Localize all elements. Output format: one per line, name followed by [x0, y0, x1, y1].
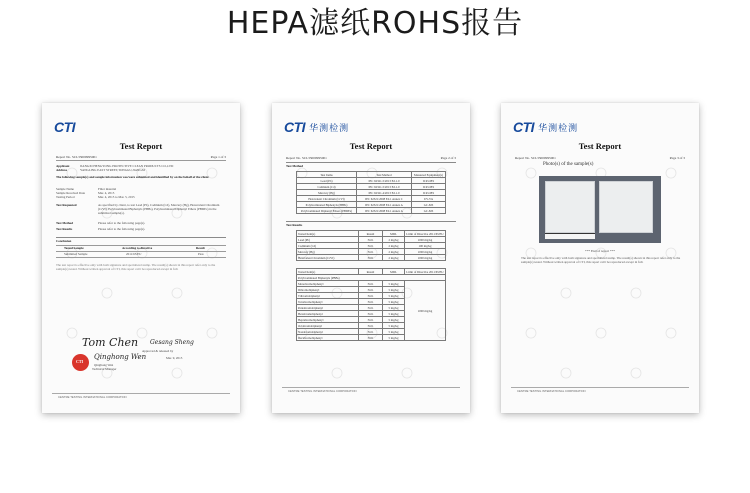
pbb-group-label: Polybrominated Biphenyls (PBBs) — [297, 275, 446, 281]
footer-company: CENTRE TESTING INTERNATIONAL CORPORATION — [517, 389, 586, 393]
conclusion-label: Conclusion — [56, 239, 72, 243]
section-bar — [286, 162, 456, 163]
method-label: Test Method — [56, 221, 73, 225]
photo-caption: Photo(s) of the sample(s) — [543, 162, 594, 167]
conclusion-header: Tested Sample — [64, 246, 84, 250]
cti-logo-cn: 华测检测 — [538, 123, 579, 134]
cti-logo-mark: CTI — [54, 119, 76, 135]
table-header: MDL — [383, 231, 405, 237]
pbb-limit: 1000 mg/kg — [405, 281, 446, 341]
filter-sample-1 — [545, 181, 595, 233]
address-value: YANGLING EAST STREET,TONGGU,JIANGXI — [80, 168, 145, 172]
conclusion-header: Result — [196, 246, 205, 250]
signer-name: Qinghong Wen — [94, 363, 114, 367]
report-number-line: Report No. SCL35000995001 Page 3 of 3 — [515, 156, 685, 160]
table-row: Lead (Pb) IEC 62321-5:2013 Ed.1.0 ICP-OES — [297, 178, 446, 184]
table-row: Decabromobiphenyl N.D. 5 mg/kg — [297, 335, 446, 341]
cti-logo-mark: CTI — [284, 119, 306, 135]
table-header: Tested Item(s) — [297, 269, 359, 275]
cti-logo — [54, 120, 75, 134]
report-page-1 — [42, 103, 240, 413]
report-title: Test Report — [119, 141, 163, 151]
table-header: Test Items — [297, 172, 357, 178]
address-label: Address — [56, 168, 68, 172]
sample-photo — [539, 176, 661, 243]
conclusion-cell: Pass — [198, 252, 204, 256]
testing-value: Mar. 4, 2015 to Mar. 5, 2015 — [98, 195, 135, 199]
cti-logo-cn: 华测检测 — [309, 123, 350, 134]
approved-label: Approved & released by — [142, 349, 174, 353]
results-label: Test Results — [56, 227, 73, 231]
table-row: Cadmium (Cd) N.D. 2 mg/kg 100 mg/kg — [297, 243, 446, 249]
signature-3: Gesang Sheng — [150, 339, 194, 346]
conclusion-header: According to directive — [122, 246, 153, 250]
cti-logo — [513, 120, 578, 134]
table-row: Hexavalent Chromium (CrVI) N.D. 2 mg/kg 1000 mg/kg — [297, 255, 446, 261]
report-page-3 — [501, 103, 699, 413]
divider — [56, 257, 226, 258]
report-footer — [52, 393, 230, 403]
signature-1: Tom Chen — [82, 336, 139, 349]
table-header: Measured Equipment(s) — [412, 172, 446, 178]
table-row: Hexabromobiphenyl N.D. 5 mg/kg — [297, 311, 446, 317]
method-heading: Test Method — [286, 164, 303, 168]
applicant-label: Applicant — [56, 164, 70, 168]
conclusion-cell: 2011/65/EU — [126, 252, 142, 256]
conclusion-cell: Submitted Sample — [64, 252, 88, 256]
applicant-value: JIANGXI HENGYONG PROTECTIVE CLEAN PRODUCTS CO.,LTD — [80, 164, 174, 168]
filter-sample-2 — [599, 181, 653, 233]
report-title: Test Report — [578, 141, 622, 151]
table-header: Test Method — [357, 172, 412, 178]
table-row: Nonabromobiphenyl N.D. 5 mg/kg — [297, 329, 446, 335]
received-value: Mar. 4, 2015 — [98, 191, 115, 195]
table-row: Tribromobiphenyl N.D. 5 mg/kg — [297, 293, 446, 299]
results-value: Please refer to the following page(s). — [98, 227, 146, 231]
table-row: Dibromobiphenyl N.D. 5 mg/kg — [297, 287, 446, 293]
method-table — [296, 171, 446, 214]
table-row: Monobromobiphenyl N.D. 5 mg/kg 1000 mg/kg — [297, 281, 446, 287]
table-header: Tested Item(s) — [297, 231, 359, 237]
signature-2: Qinghong Wen — [94, 353, 147, 361]
end-of-report: *** End of report *** — [585, 249, 615, 253]
table-row: Polybrominated Diphenyl Ethers (PBDEs) IEC 62321:2008 Ed.1 Annex A GC-MS — [297, 208, 446, 214]
table-row: Cadmium (Cd) IEC 62321-5:2013 Ed.1.0 ICP-OES — [297, 184, 446, 190]
table-header: MDL — [383, 269, 405, 275]
cti-logo-mark: CTI — [513, 119, 535, 135]
table-row: Mercury (Hg) N.D. 2 mg/kg 1000 mg/kg — [297, 249, 446, 255]
seal-label: CTI — [76, 359, 84, 364]
table-row: Octabromobiphenyl N.D. 5 mg/kg — [297, 323, 446, 329]
method-value: Please refer to the following page(s). — [98, 221, 146, 225]
table-header: Result — [359, 269, 383, 275]
signer-title: Technical Manager — [92, 367, 117, 371]
footer-company: CENTRE TESTING INTERNATIONAL CORPORATION — [288, 389, 357, 393]
measuring-ruler — [545, 233, 595, 239]
table-row: Hexavalent Chromium (CrVI) IEC 62321:2008 Ed.1 Annex C UV-Vis — [297, 196, 446, 202]
requested-label: Test Requested — [56, 203, 77, 207]
page-title: HEPA滤纸ROHS报告 — [226, 6, 524, 41]
intro-text: The following sample(s) and sample information was/were submitted and identified by on the behalf of the client — [56, 175, 209, 179]
results-table — [296, 230, 446, 261]
table-row: Lead (Pb) N.D. 2 mg/kg 1000 mg/kg — [297, 237, 446, 243]
report-footer — [282, 387, 460, 397]
results-heading: Test Results — [286, 223, 303, 227]
testing-label: Testing Period — [56, 195, 75, 199]
table-header: Result — [359, 231, 383, 237]
divider — [56, 160, 226, 161]
footer-company: CENTRE TESTING INTERNATIONAL CORPORATION — [58, 395, 127, 399]
fine-print: The test report is effective only with both signature and specialized stamp. The result(s) shown in this report refer only to the sample(s) tested. Without written approval of CTI, this report can't be reproduced except in full. — [56, 263, 216, 271]
table-header: Limit of Directive 2011/65/EU — [406, 231, 444, 236]
report-page-2 — [272, 103, 470, 413]
table-row: Mercury (Hg) IEC 62321-4:2013 Ed.1.0 ICP-OES — [297, 190, 446, 196]
table-row: Heptabromobiphenyl N.D. 5 mg/kg — [297, 317, 446, 323]
report-footer — [511, 387, 689, 397]
received-label: Sample Received Date — [56, 191, 86, 195]
table-row: Polybrominated Biphenyls (PBBs) IEC 62321:2008 Ed.1 Annex A GC-MS — [297, 202, 446, 208]
sample-name-value: Filter material — [98, 187, 117, 191]
report-number-line: Report No. SCL35000995001 Page 2 of 3 — [286, 156, 456, 160]
table-header: Limit of Directive 2011/65/EU — [406, 269, 444, 274]
report-title: Test Report — [349, 141, 393, 151]
section-bar — [56, 237, 226, 238]
sample-name-label: Sample Name — [56, 187, 74, 191]
requested-value: As specified by client, to test Lead (Pb), Cadmium (Cd), Mercury (Hg), Hexavalent Chromium (CrVI), Polybrominated Biphenyls (PBBs), Polybrominated Diphenyl Ethers (PBDEs) in the submitted sample(s). — [98, 203, 220, 215]
table-row: Tetrabromobiphenyl N.D. 5 mg/kg — [297, 299, 446, 305]
cti-logo — [284, 120, 349, 134]
table-row: Pentabromobiphenyl N.D. 5 mg/kg — [297, 305, 446, 311]
disclaimer-text: The test report is effective only with both signature and specialized stamp. The result(s) shown in this report refer only to the sample(s) tested. Without written approval of CTI, this report can't be reproduced except in full. — [521, 256, 681, 264]
section-bar — [286, 221, 456, 222]
report-number-line: Report No. SCL35000995001 Page 1 of 3 — [56, 155, 226, 159]
report-date: Mar. 9, 2015 — [166, 356, 183, 360]
pbb-table — [296, 268, 446, 341]
